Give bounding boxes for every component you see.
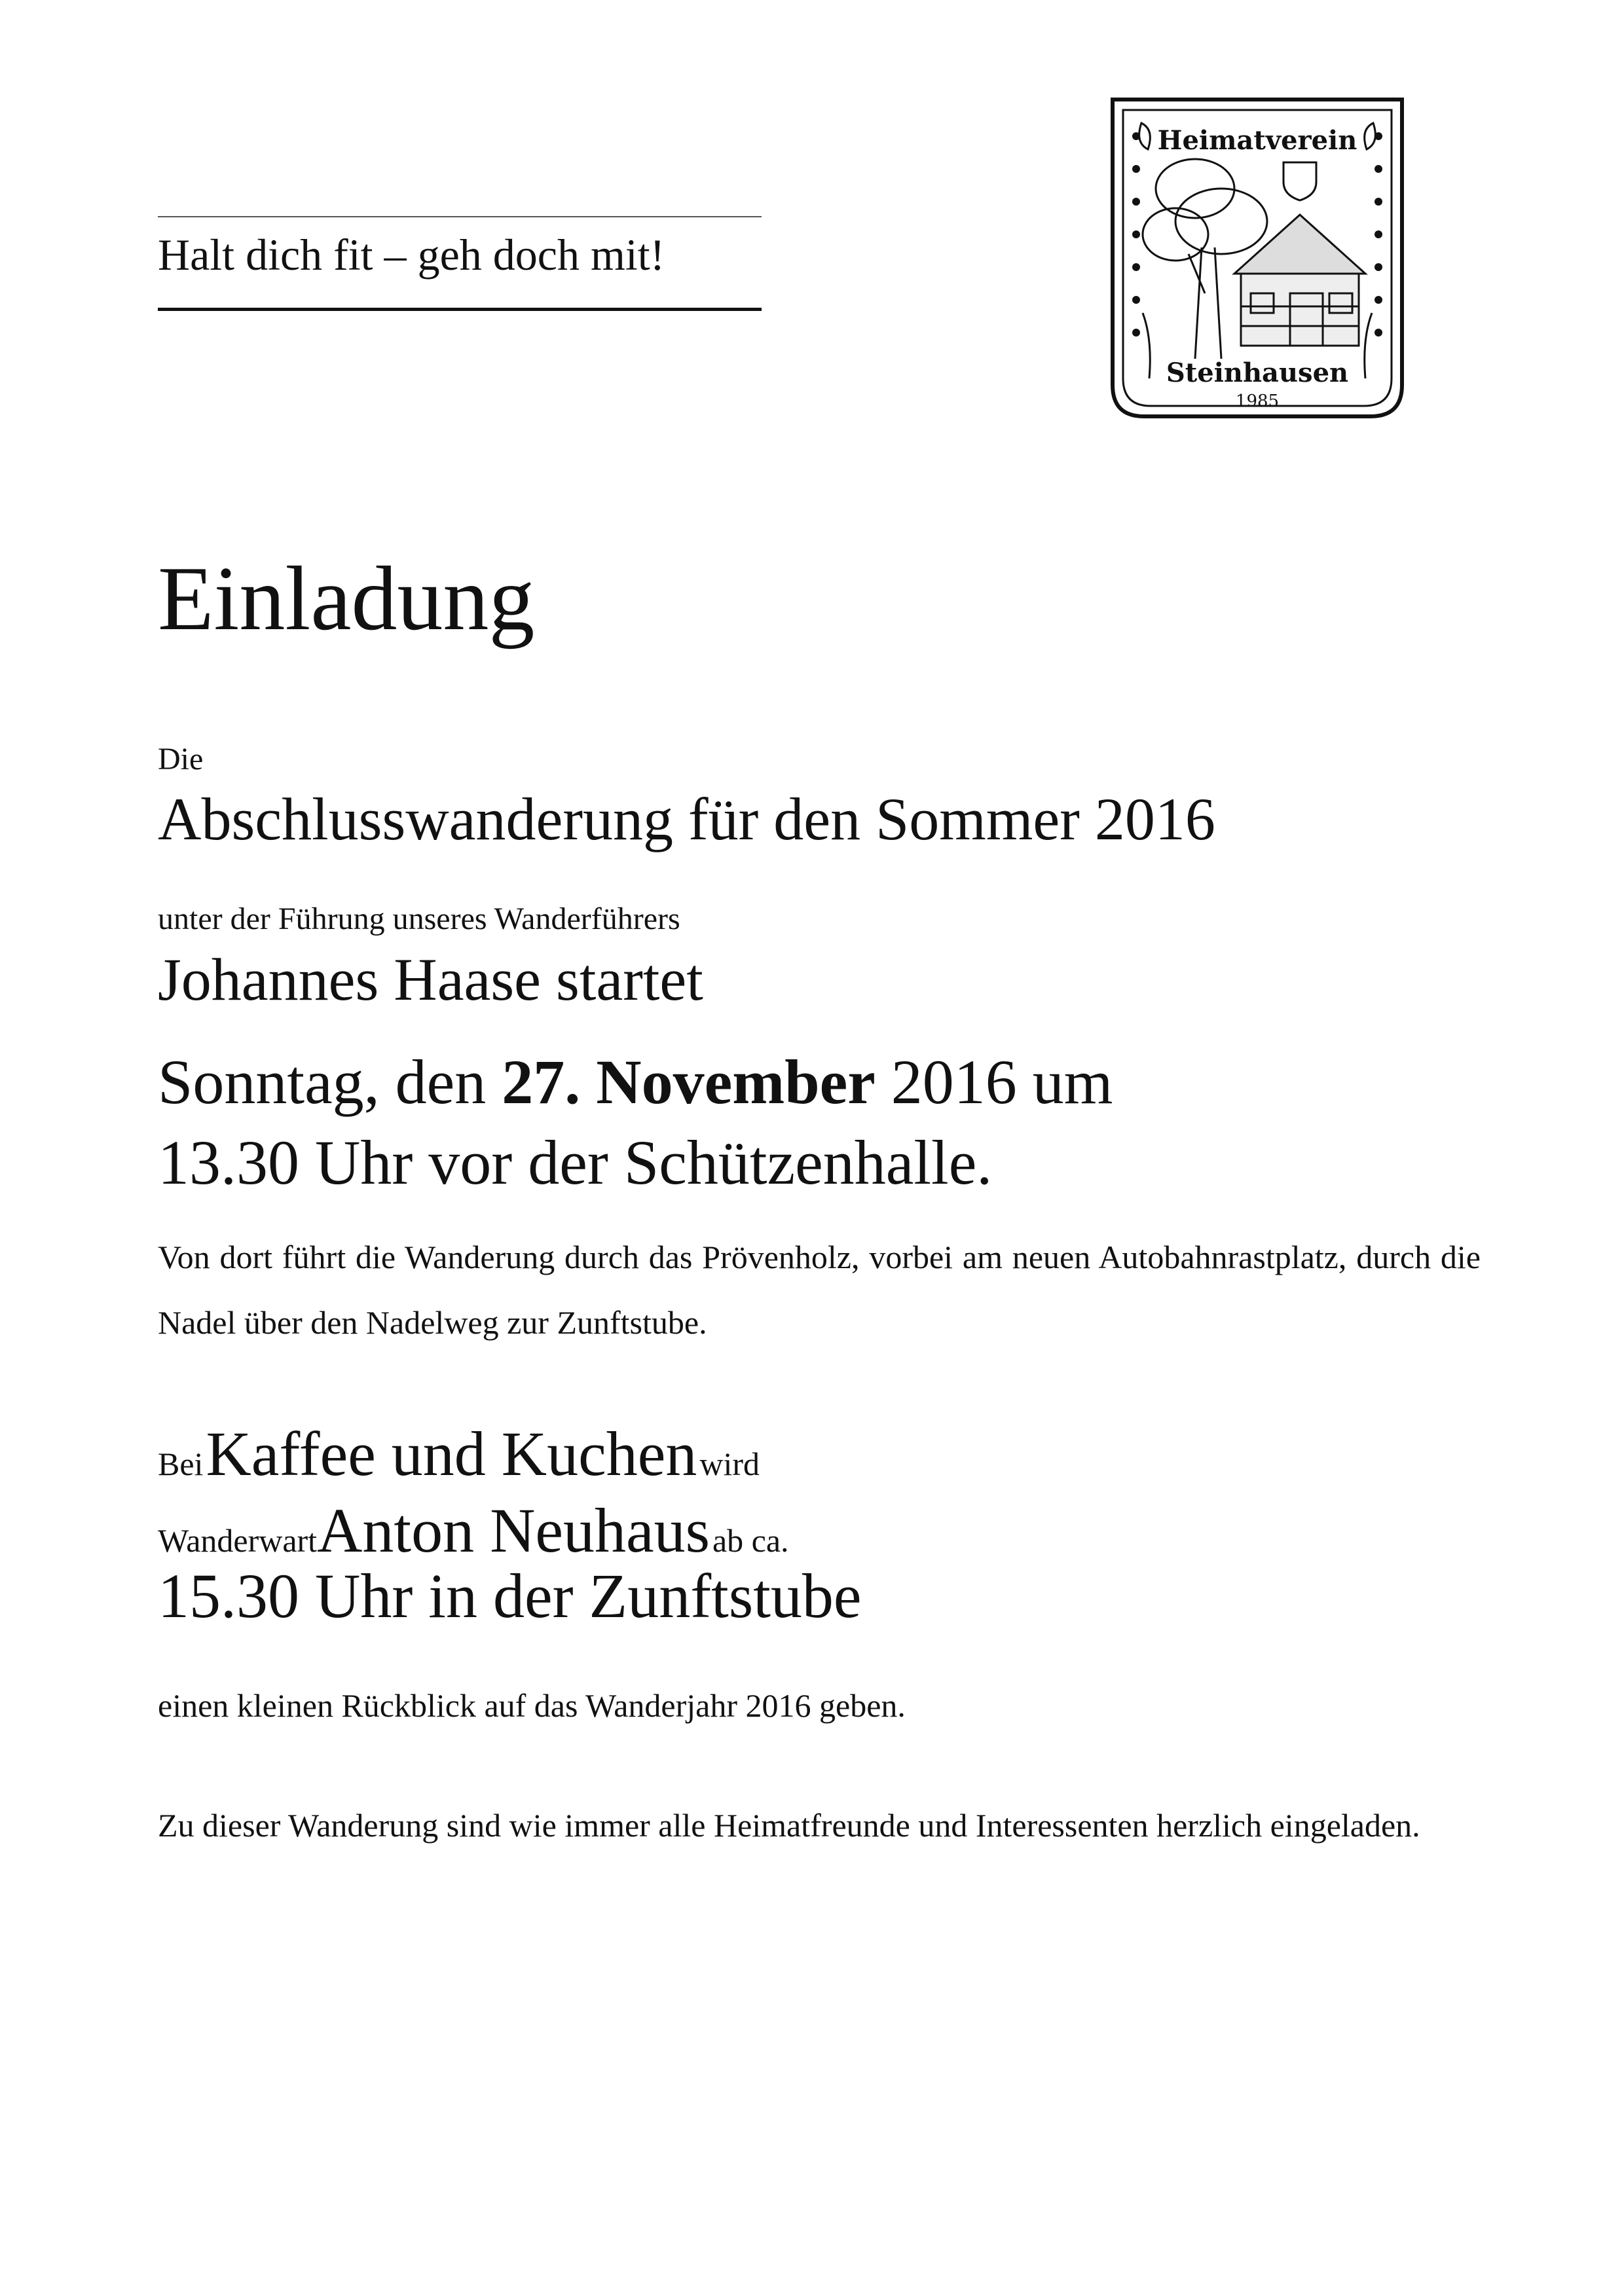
closing-paragraph: Zu dieser Wanderung sind wie immer alle Heimatfreunde und Interessenten herzlich eingeladen. (158, 1807, 1420, 1844)
event-name: Abschlusswanderung für den Sommer 2016 (158, 786, 1215, 852)
coffee-kaffee: Kaffee und Kuchen (206, 1419, 697, 1489)
slogan-bottom-rule (158, 308, 762, 311)
date-prefix: Sonntag, den (158, 1047, 502, 1117)
heimatverein-logo (1110, 97, 1405, 419)
logo-bottom-text: Steinhausen (1166, 357, 1349, 388)
coffee-time-line: 15.30 Uhr in der Zunftstube (158, 1561, 862, 1631)
page-title: Einladung (158, 548, 535, 649)
review-paragraph: einen kleinen Rückblick auf das Wanderjahr 2016 geben. (158, 1687, 906, 1724)
leader-intro: unter der Führung unseres Wanderführers (158, 902, 680, 936)
route-paragraph: Von dort führt die Wanderung durch das Prövenholz, vorbei am neuen Autobahnrastplatz, durch die Nadel über den Nadelweg zur Zunftstube. (158, 1239, 1481, 1341)
wanderwart-name: Anton Neuhaus (317, 1495, 710, 1565)
intro-die: Die (158, 742, 204, 776)
leader-line: Johannes Haase startet (158, 946, 703, 1013)
slogan-top-rule (158, 216, 762, 217)
wanderwart-line (158, 1494, 789, 1567)
coffee-line (158, 1417, 760, 1490)
date-line (158, 1047, 1113, 1117)
wanderwart-abca: ab ca. (712, 1522, 789, 1559)
start-time-line: 13.30 Uhr vor der Schützenhalle. (158, 1127, 993, 1197)
wanderwart-label: Wanderwart (158, 1522, 318, 1559)
coffee-wird: wird (699, 1446, 760, 1482)
logo-top-text: Heimatverein (1157, 125, 1357, 156)
coffee-bei: Bei (158, 1446, 204, 1482)
logo-year: 1985 (1235, 392, 1280, 411)
slogan: Halt dich fit – geh doch mit! (158, 230, 665, 280)
date-bold: 27. November (502, 1047, 876, 1117)
date-suffix: 2016 um (875, 1047, 1113, 1117)
